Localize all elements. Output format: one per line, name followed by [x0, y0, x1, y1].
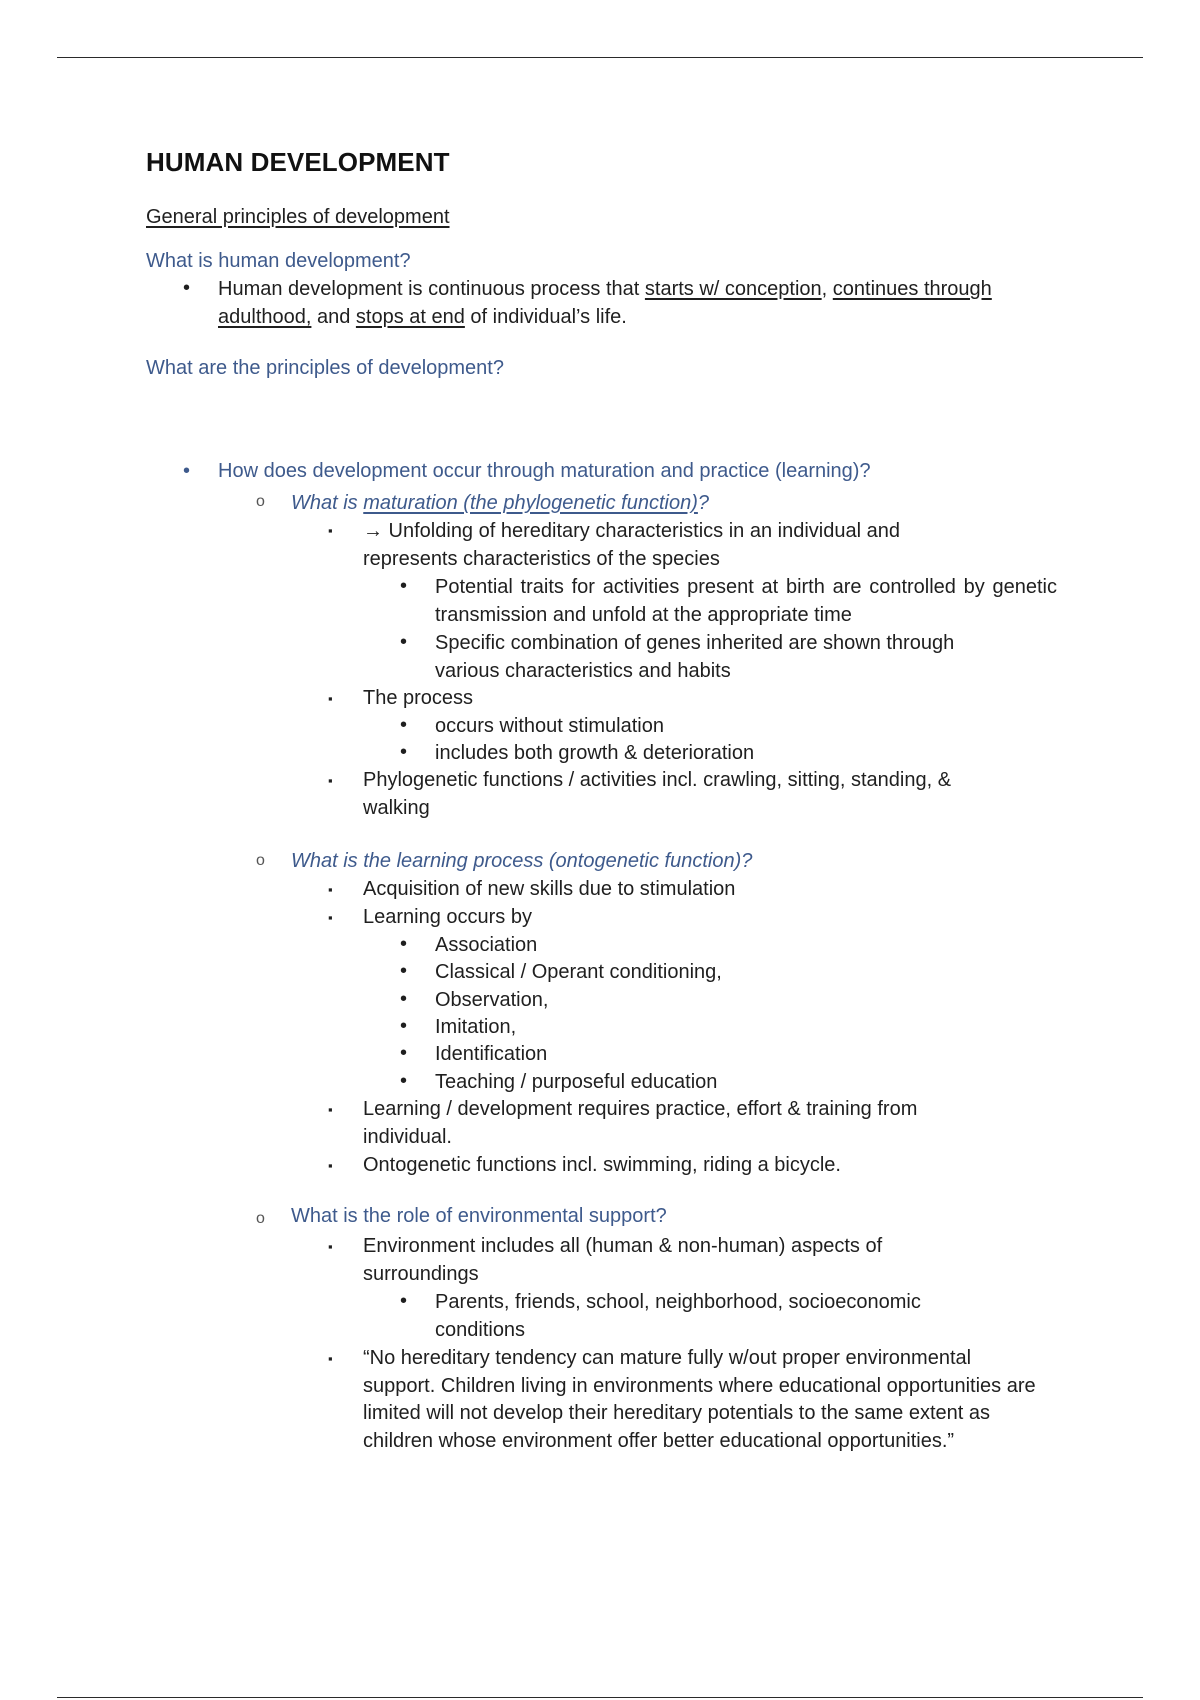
definition-text-4: of individual’s life. [464, 305, 627, 328]
ontogenetic-functions: Ontogenetic functions incl. swimming, riding a bicycle. [363, 1154, 841, 1176]
bullet-square: ▪ [328, 691, 333, 706]
definition-underline-3: stops at end [355, 305, 465, 328]
bullet-circle: o [256, 1210, 265, 1227]
learning-method: Identification [435, 1043, 548, 1065]
bullet-dot: • [400, 575, 408, 597]
bullet-square: ▪ [328, 910, 333, 925]
human-development-definition [218, 276, 1058, 331]
heading-environmental-support: What is the role of environmental support? [291, 1205, 667, 1227]
bullet-dot: • [400, 714, 408, 736]
bullet-square: ▪ [328, 523, 333, 538]
maturation-gene-combination: Specific combination of genes inherited are shown through various characteristics and habits [435, 632, 955, 682]
bullet-dot: • [400, 1290, 408, 1312]
maturation-heading-post: ? [697, 492, 710, 514]
section-subheading: General principles of development [146, 206, 450, 228]
heading-learning-process: What is the learning process (ontogenetic function)? [291, 850, 753, 872]
bullet-dot: • [183, 460, 191, 482]
definition-text-3: and [311, 305, 356, 328]
maturation-unfolding: → Unfolding of hereditary characteristics in an individual and represents characteristics of the species [363, 520, 900, 570]
maturation-heading-pre: What is [291, 492, 364, 514]
maturation-heading-underlined: maturation (the phylogenetic function) [363, 492, 698, 514]
definition-text-1: Human development is continuous process that [218, 278, 645, 300]
definition-text-2: , [821, 278, 833, 300]
learning-method: Imitation, [435, 1016, 517, 1038]
process-growth-deterioration: includes both growth & deterioration [435, 742, 755, 764]
environment-quote: “No hereditary tendency can mature fully w/out proper environmental support. Children living in environments where educational opportunities are limited will not develop their hereditary potentials to the same extent as children whose environment offer better educational opportunities.” [363, 1347, 1036, 1452]
bullet-dot: • [400, 960, 408, 982]
learning-method: Observation, [435, 989, 549, 1011]
bullet-square: ▪ [328, 882, 333, 897]
question-maturation-practice: How does development occur through maturation and practice (learning)? [218, 460, 871, 482]
phylogenetic-functions: Phylogenetic functions / activities incl. crawling, sitting, standing, & walking [363, 769, 952, 819]
environment-includes: Environment includes all (human & non-human) aspects of surroundings [363, 1235, 883, 1285]
process-without-stimulation: occurs without stimulation [435, 715, 664, 737]
page-title: HUMAN DEVELOPMENT [146, 147, 450, 177]
question-human-development: What is human development? [146, 250, 411, 272]
bullet-dot: • [400, 988, 408, 1010]
bullet-dot: • [400, 933, 408, 955]
learning-occurs-by: Learning occurs by [363, 906, 532, 928]
bullet-dot: • [183, 277, 191, 299]
learning-requires-practice: Learning / development requires practice, effort & training from individual. [363, 1098, 918, 1148]
heading-maturation [291, 490, 1091, 518]
question-principles: What are the principles of development? [146, 357, 504, 379]
environment-examples: Parents, friends, school, neighborhood, socioeconomic conditions [435, 1291, 921, 1341]
learning-method: Classical / Operant conditioning, [435, 961, 722, 983]
bullet-square: ▪ [328, 1102, 333, 1117]
bullet-square: ▪ [328, 1158, 333, 1173]
learning-method: Association [435, 934, 538, 956]
bullet-dot: • [400, 1042, 408, 1064]
bullet-circle: o [256, 852, 265, 869]
bullet-square: ▪ [328, 773, 333, 788]
top-rule [57, 57, 1143, 58]
definition-underline-1: starts w/ conception [644, 278, 822, 300]
learning-method: Teaching / purposeful education [435, 1071, 718, 1093]
maturation-the-process: The process [363, 687, 474, 709]
bullet-square: ▪ [328, 1351, 333, 1366]
definition-underline-2: continues through adulthood, [218, 278, 992, 328]
maturation-potential-traits: Potential traits for activities present at birth are controlled by genetic transmission and unfold at the appropriate time [435, 576, 1057, 626]
bullet-dot: • [400, 1015, 408, 1037]
bullet-circle: o [256, 493, 265, 510]
bullet-dot: • [400, 1070, 408, 1092]
bullet-square: ▪ [328, 1239, 333, 1254]
bottom-rule [57, 1697, 1143, 1698]
bullet-dot: • [400, 741, 408, 763]
learning-acquisition: Acquisition of new skills due to stimulation [363, 878, 736, 900]
bullet-dot: • [400, 631, 408, 653]
